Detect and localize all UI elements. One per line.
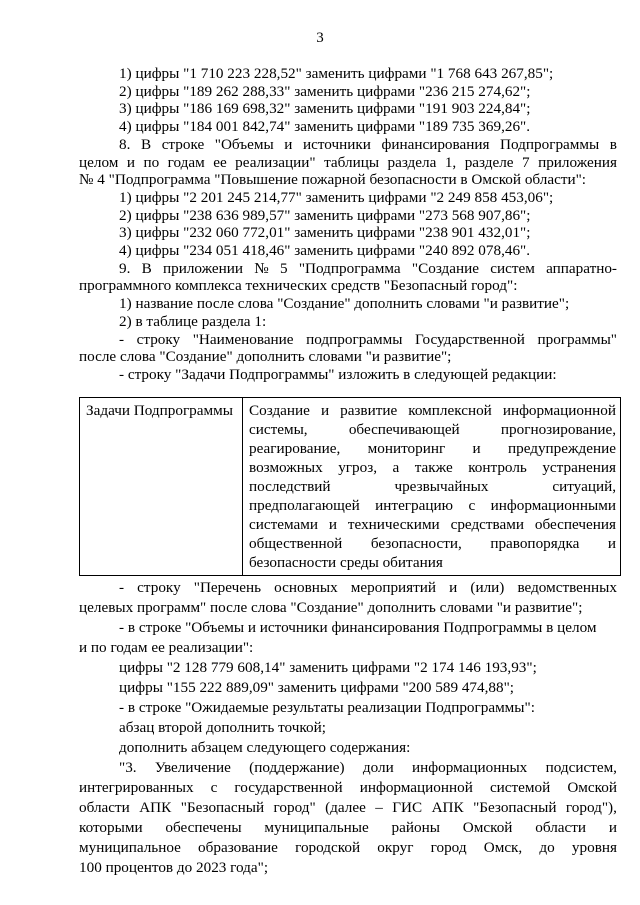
text-line: программного комплекса технических средств "Безопасный город": — [79, 277, 518, 295]
table-line: системы, обеспечивающей прогнозирование, — [249, 421, 616, 438]
text-line: которыми обеспечены муниципальные районы Омской области и — [79, 819, 617, 836]
text-line: - строку "Перечень основных мероприятий и (или) ведомственных — [119, 579, 617, 596]
tasks-table — [79, 397, 621, 576]
text-line: № 4 "Подпрограмма "Повышение пожарной безопасности в Омской области": — [79, 171, 587, 189]
text-line: муниципальное образование городской округ город Омск, до уровня — [79, 839, 617, 856]
table-line: реагирование, мониторинг и предупреждение — [249, 440, 616, 457]
text-line: "3. Увеличение (поддержание) доли информационных подсистем, — [119, 759, 617, 776]
text-line: 4) цифры "184 001 842,74" заменить цифрами "189 735 369,26". — [119, 118, 531, 136]
text-line: - в строке "Ожидаемые результаты реализации Подпрограммы": — [119, 699, 535, 716]
text-line: после слова "Создание" дополнить словами "и развитие"; — [79, 348, 452, 366]
text-line: 3) цифры "186 169 698,32" заменить цифрами "191 903 224,84"; — [119, 100, 531, 118]
text-line: 1) название после слова "Создание" дополнить словами "и развитие"; — [119, 295, 570, 313]
table-line: Создание и развитие комплексной информационной — [249, 402, 616, 419]
text-line: 4) цифры "234 051 418,46" заменить цифрами "240 892 078,46". — [119, 242, 531, 259]
text-line: цифры "155 222 889,09" заменить цифрами "200 589 474,88"; — [119, 679, 515, 696]
text-line: 9. В приложении № 5 "Подпрограмма "Создание систем аппаратно- — [119, 259, 617, 277]
text-line: абзац второй дополнить точкой; — [119, 719, 326, 736]
text-line: 3) цифры "232 060 772,01" заменить цифрами "238 901 432,01"; — [119, 224, 531, 242]
table-line: возможных угроз, а также контроль устранения — [249, 459, 616, 476]
table-line: безопасности среды обитания — [249, 554, 443, 571]
text-line: - строку "Задачи Подпрограммы" изложить в следующей редакции: — [119, 365, 557, 383]
text-line: 1) цифры "2 201 245 214,77" заменить цифрами "2 249 858 453,06"; — [119, 188, 554, 206]
text-line: 8. В строке "Объемы и источники финансирования Подпрограммы в — [119, 135, 617, 153]
table-row — [80, 398, 621, 576]
table-content-cell — [243, 398, 621, 576]
text-line: 2) в таблице раздела 1: — [119, 312, 267, 330]
table-line: предполагающей интеграцию с информационными — [249, 497, 616, 514]
text-line: 1) цифры "1 710 223 228,52" заменить цифрами "1 768 643 267,85"; — [119, 65, 554, 82]
text-line: целом и по годам ее реализации" таблицы раздела 1, разделе 7 приложения — [79, 153, 617, 171]
text-line: - строку "Наименование подпрограммы Государственной программы" — [119, 330, 617, 348]
table-label-cell: Задачи Подпрограммы — [80, 398, 243, 576]
text-line: дополнить абзацем следующего содержания: — [119, 739, 411, 756]
table-line: общественной безопасности, правопорядка и — [249, 535, 616, 552]
text-line: 100 процентов до 2023 года"; — [79, 859, 269, 876]
text-line: 2) цифры "238 636 989,57" заменить цифрами "273 568 907,86"; — [119, 206, 531, 224]
text-line: интегрированных с государственной информационной системой Омской — [79, 779, 617, 796]
text-line: 2) цифры "189 262 288,33" заменить цифрами "236 215 274,62"; — [119, 82, 531, 100]
table-line: последствий чрезвычайных ситуаций, — [249, 478, 616, 495]
text-line: - в строке "Объемы и источники финансирования Подпрограммы в целом — [119, 619, 597, 636]
text-line: области АПК "Безопасный город" (далее – ГИС АПК "Безопасный город"), — [79, 799, 617, 816]
text-line: цифры "2 128 779 608,14" заменить цифрами "2 174 146 193,93"; — [119, 659, 537, 676]
page-number: 3 — [316, 30, 324, 46]
text-line: и по годам ее реализации": — [79, 639, 254, 656]
table-line: системами и техническими средствами обеспечения — [249, 516, 616, 533]
text-line: целевых программ" после слова "Создание" дополнить словами "и развитие"; — [79, 599, 583, 616]
